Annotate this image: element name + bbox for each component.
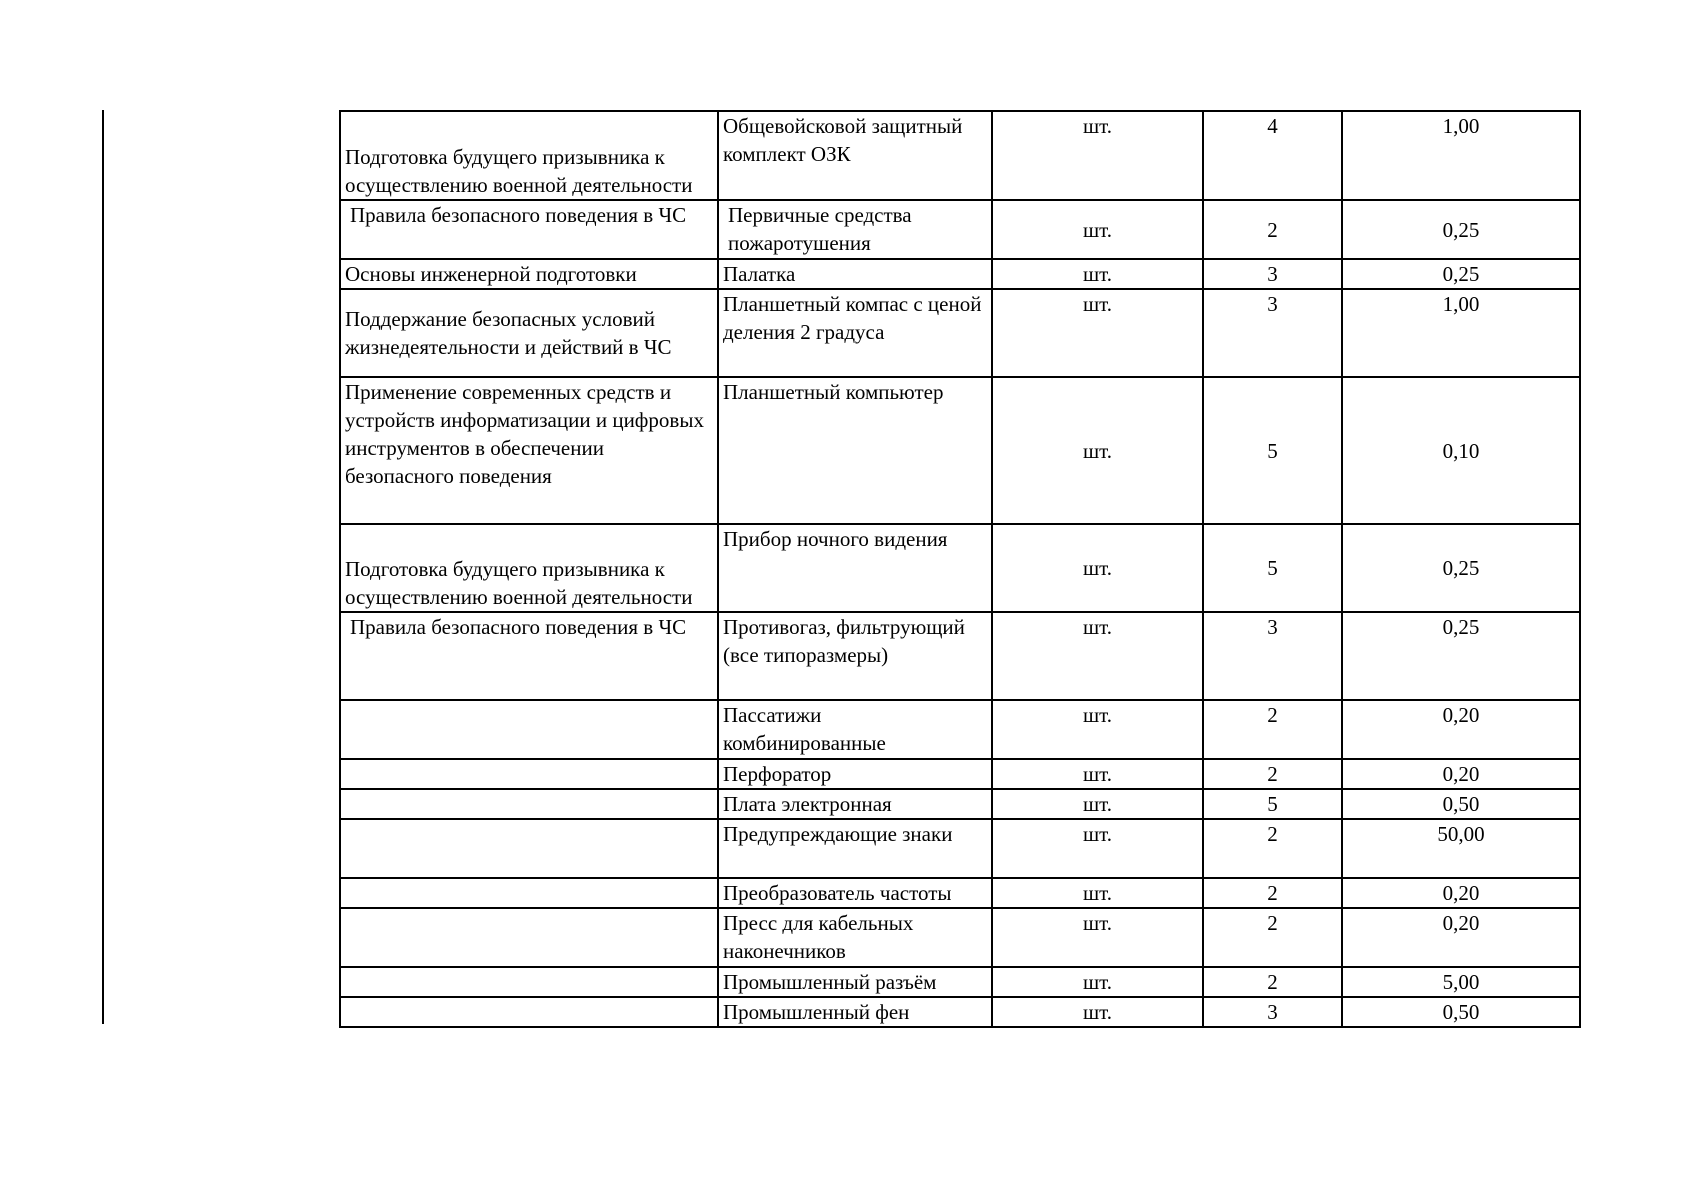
item-cell: Промышленный фен <box>718 997 992 1027</box>
quantity-cell: 2 <box>1203 878 1342 908</box>
quantity-cell: 3 <box>1203 612 1342 700</box>
page-margin-line <box>102 110 104 1024</box>
quantity-cell: 2 <box>1203 908 1342 967</box>
topic-cell <box>340 878 718 908</box>
topic-cell <box>340 700 718 759</box>
table-row <box>340 377 1580 524</box>
item-cell: Общевойсковой защитный комплект ОЗК <box>718 111 992 200</box>
unit-cell: шт. <box>992 111 1203 200</box>
item-cell: Прибор ночного видения <box>718 524 992 612</box>
unit-cell: шт. <box>992 700 1203 759</box>
quantity-cell: 5 <box>1203 524 1342 612</box>
quantity-cell: 2 <box>1203 200 1342 259</box>
quantity-cell: 5 <box>1203 789 1342 819</box>
item-cell: Палатка <box>718 259 992 289</box>
topic-cell: Подготовка будущего призывника к осуществлению военной деятельности <box>340 524 718 612</box>
topic-cell: Поддержание безопасных условий жизнедеятельности и действий в ЧС <box>340 289 718 377</box>
norm-cell: 0,25 <box>1342 259 1580 289</box>
unit-cell: шт. <box>992 524 1203 612</box>
norm-cell: 0,50 <box>1342 789 1580 819</box>
unit-cell: шт. <box>992 819 1203 878</box>
norm-cell: 1,00 <box>1342 289 1580 377</box>
topic-cell <box>340 908 718 967</box>
table-row <box>340 997 1580 1027</box>
unit-cell: шт. <box>992 878 1203 908</box>
norm-cell: 0,20 <box>1342 700 1580 759</box>
table-row <box>340 759 1580 789</box>
topic-cell <box>340 759 718 789</box>
topic-cell: Правила безопасного поведения в ЧС <box>340 200 718 259</box>
norm-cell: 50,00 <box>1342 819 1580 878</box>
table-row <box>340 289 1580 377</box>
topic-cell: Подготовка будущего призывника к осуществлению военной деятельности <box>340 111 718 200</box>
table-row <box>340 524 1580 612</box>
table-row <box>340 967 1580 997</box>
norm-cell: 1,00 <box>1342 111 1580 200</box>
item-cell: Планшетный компас с ценой деления 2 градуса <box>718 289 992 377</box>
table-row <box>340 819 1580 878</box>
table-row <box>340 259 1580 289</box>
item-cell: Перфоратор <box>718 759 992 789</box>
unit-cell: шт. <box>992 789 1203 819</box>
unit-cell: шт. <box>992 997 1203 1027</box>
norm-cell: 0,25 <box>1342 612 1580 700</box>
item-cell: Противогаз, фильтрующий (все типоразмеры) <box>718 612 992 700</box>
unit-cell: шт. <box>992 200 1203 259</box>
quantity-cell: 3 <box>1203 259 1342 289</box>
topic-cell <box>340 967 718 997</box>
table-row <box>340 878 1580 908</box>
norm-cell: 0,25 <box>1342 200 1580 259</box>
norm-cell: 5,00 <box>1342 967 1580 997</box>
unit-cell: шт. <box>992 289 1203 377</box>
quantity-cell: 5 <box>1203 377 1342 524</box>
table-row <box>340 700 1580 759</box>
item-cell: Пассатижи комбинированные <box>718 700 992 759</box>
item-cell: Промышленный разъём <box>718 967 992 997</box>
unit-cell: шт. <box>992 377 1203 524</box>
topic-cell <box>340 819 718 878</box>
item-cell: Плата электронная <box>718 789 992 819</box>
topic-cell <box>340 997 718 1027</box>
quantity-cell: 3 <box>1203 289 1342 377</box>
norm-cell: 0,20 <box>1342 759 1580 789</box>
unit-cell: шт. <box>992 259 1203 289</box>
unit-cell: шт. <box>992 759 1203 789</box>
item-cell: Пресс для кабельных наконечников <box>718 908 992 967</box>
table-row <box>340 908 1580 967</box>
item-cell: Преобразователь частоты <box>718 878 992 908</box>
norm-cell: 0,25 <box>1342 524 1580 612</box>
quantity-cell: 3 <box>1203 997 1342 1027</box>
quantity-cell: 2 <box>1203 967 1342 997</box>
item-cell: Планшетный компьютер <box>718 377 992 524</box>
table-row <box>340 789 1580 819</box>
topic-cell: Основы инженерной подготовки <box>340 259 718 289</box>
norm-cell: 0,20 <box>1342 878 1580 908</box>
topic-cell: Применение современных средств и устройств информатизации и цифровых инструментов в обеспечении безопасного поведения <box>340 377 718 524</box>
norm-cell: 0,50 <box>1342 997 1580 1027</box>
quantity-cell: 2 <box>1203 700 1342 759</box>
quantity-cell: 4 <box>1203 111 1342 200</box>
topic-cell <box>340 789 718 819</box>
quantity-cell: 2 <box>1203 759 1342 789</box>
unit-cell: шт. <box>992 908 1203 967</box>
table-row <box>340 612 1580 700</box>
item-cell: Первичные средства пожаротушения <box>718 200 992 259</box>
norm-cell: 0,10 <box>1342 377 1580 524</box>
equipment-table <box>339 110 1581 1028</box>
topic-cell: Правила безопасного поведения в ЧС <box>340 612 718 700</box>
norm-cell: 0,20 <box>1342 908 1580 967</box>
table-row <box>340 111 1580 200</box>
unit-cell: шт. <box>992 612 1203 700</box>
table-row <box>340 200 1580 259</box>
unit-cell: шт. <box>992 967 1203 997</box>
item-cell: Предупреждающие знаки <box>718 819 992 878</box>
quantity-cell: 2 <box>1203 819 1342 878</box>
